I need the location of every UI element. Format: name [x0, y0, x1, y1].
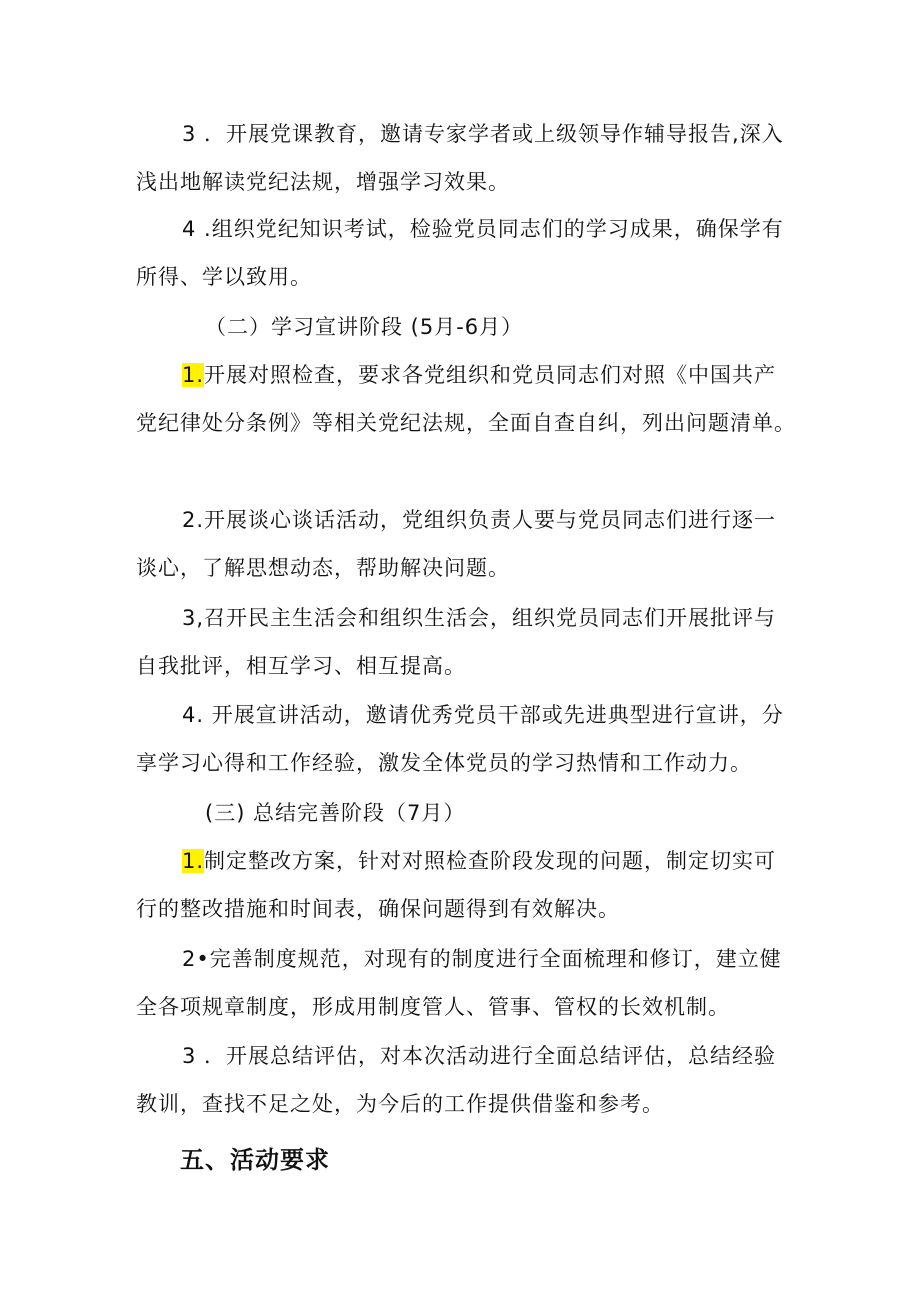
paragraph-system-norms: 2•完善制度规范，对现有的制度进行全面梳理和修订，建立健全各项规章制度，形成用制度管人、管事、管权的长效机制。: [136, 947, 782, 1019]
highlighted-number: 1.: [182, 849, 205, 873]
paragraph-democratic-meeting: 3,召开民主生活会和组织生活会，组织党员同志们开展批评与自我批评，相互学习、相互提高。: [136, 606, 777, 678]
paragraph-knowledge-exam: 4 .组织党纪知识考试，检验党员同志们的学习成果，确保学有所得、学以致用。: [136, 217, 784, 289]
paragraph-heart-to-heart: 2.开展谈心谈话活动，党组织负责人要与党员同志们进行逐一谈心，了解思想动态，帮助解决问题。: [136, 508, 777, 580]
paragraph-rectification-plan: [136, 837, 796, 933]
section-heading-requirements: 五、活动要求: [180, 1146, 330, 1174]
highlighted-number: 1.: [182, 363, 205, 387]
paragraph-evaluation: 3 ．开展总结评估，对本次活动进行全面总结评估，总结经验教训，查找不足之处，为今后的工作提供借鉴和参考。: [136, 1044, 777, 1116]
paragraph-party-lecture: 3 ．开展党课教育，邀请专家学者或上级领导作辅导报告,深入浅出地解读党纪法规，增强学习效果。: [136, 122, 784, 194]
paragraph-text: 制定整改方案，针对对照检查阶段发现的问题，制定切实可行的整改措施和时间表，确保问题得到有效解决。: [136, 849, 777, 921]
paragraph-text: 开展对照检查，要求各党组织和党员同志们对照《中国共产党纪律处分条例》等相关党纪法规，全面自查自纠，列出问题清单。: [136, 363, 796, 435]
paragraph-preaching-activity: 4. 开展宣讲活动，邀请优秀党员干部或先进典型进行宣讲，分享学习心得和工作经验，激发全体党员的学习热情和工作动力。: [136, 703, 784, 775]
section-heading-summary-stage: (三) 总结完善阶段（7月）: [205, 801, 466, 825]
paragraph-self-check: [136, 351, 796, 447]
section-heading-study-stage: （二）学习宣讲阶段 (5月-6月）: [205, 315, 524, 339]
